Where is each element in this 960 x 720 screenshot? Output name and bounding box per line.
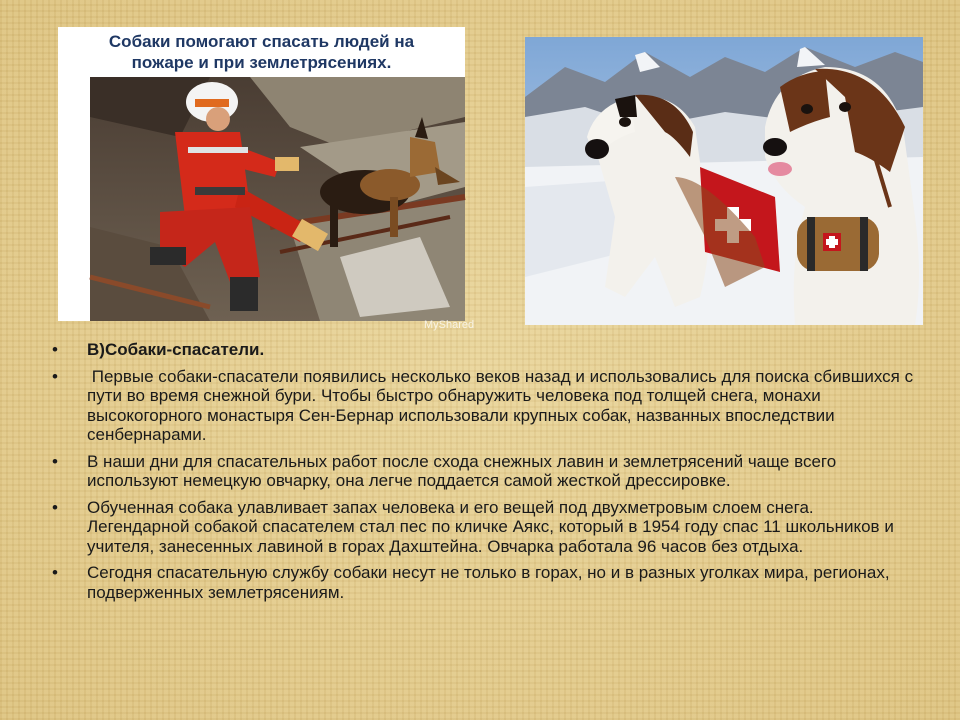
bullet-heading <box>48 340 918 360</box>
watermark-text: MyShared <box>424 319 475 331</box>
bullet-heading-text: В)Собаки-спасатели. <box>87 340 265 359</box>
bullet-text: Первые собаки-спасатели появились несколько веков назад и использовались для поиска сбившихся с пути во время снежной бури. Чтобы быстро обнаружить человека под толщей снега, монахи высокогорного монастыря Сен-Бернар использовали крупных собак, названных впоследствии сенбернарами. <box>87 366 918 444</box>
bullet-text: Обученная собака улавливает запах человека и его вещей под двухметровым слоем снега. Легендарной собакой спасателем стал пес по кличке Аякс, который в 1954 году спас 11 школьников и учителя, занесенных лавиной в горах Дахштейна. Овчарка работала 96 часов без отдыха. <box>87 497 894 556</box>
bullet-german-shepherd <box>48 452 918 491</box>
bullet-dot: • <box>52 497 58 517</box>
bullet-ajax-story <box>48 498 918 557</box>
rescue-photo-rubble <box>58 27 475 331</box>
st-bernards-photo <box>525 37 923 325</box>
rescuer-and-shepherd-image <box>90 77 465 321</box>
bullet-dot: • <box>52 451 58 471</box>
barrel <box>797 217 879 271</box>
bullet-list <box>48 340 918 609</box>
photo-caption-line-2: пожаре и при землетрясениях. <box>131 53 392 72</box>
photo-caption-line-1: Собаки помогают спасать людей на <box>108 32 415 51</box>
bullet-dot: • <box>52 366 58 386</box>
photo-caption <box>58 31 465 73</box>
bullet-today-service <box>48 563 918 602</box>
bullet-first-rescue-dogs <box>48 367 918 445</box>
bullet-text: Сегодня спасательную службу собаки несут не только в горах, но и в разных уголках мира, регионах, подверженных землетрясениям. <box>87 563 890 602</box>
bullet-dot: • <box>52 340 58 359</box>
bullet-dot: • <box>52 563 58 582</box>
bullet-text: В наши дни для спасательных работ после схода снежных лавин и землетрясений чаще всего используют немецкую овчарку, она легче поддается самой жесткой дрессировке. <box>87 451 837 490</box>
